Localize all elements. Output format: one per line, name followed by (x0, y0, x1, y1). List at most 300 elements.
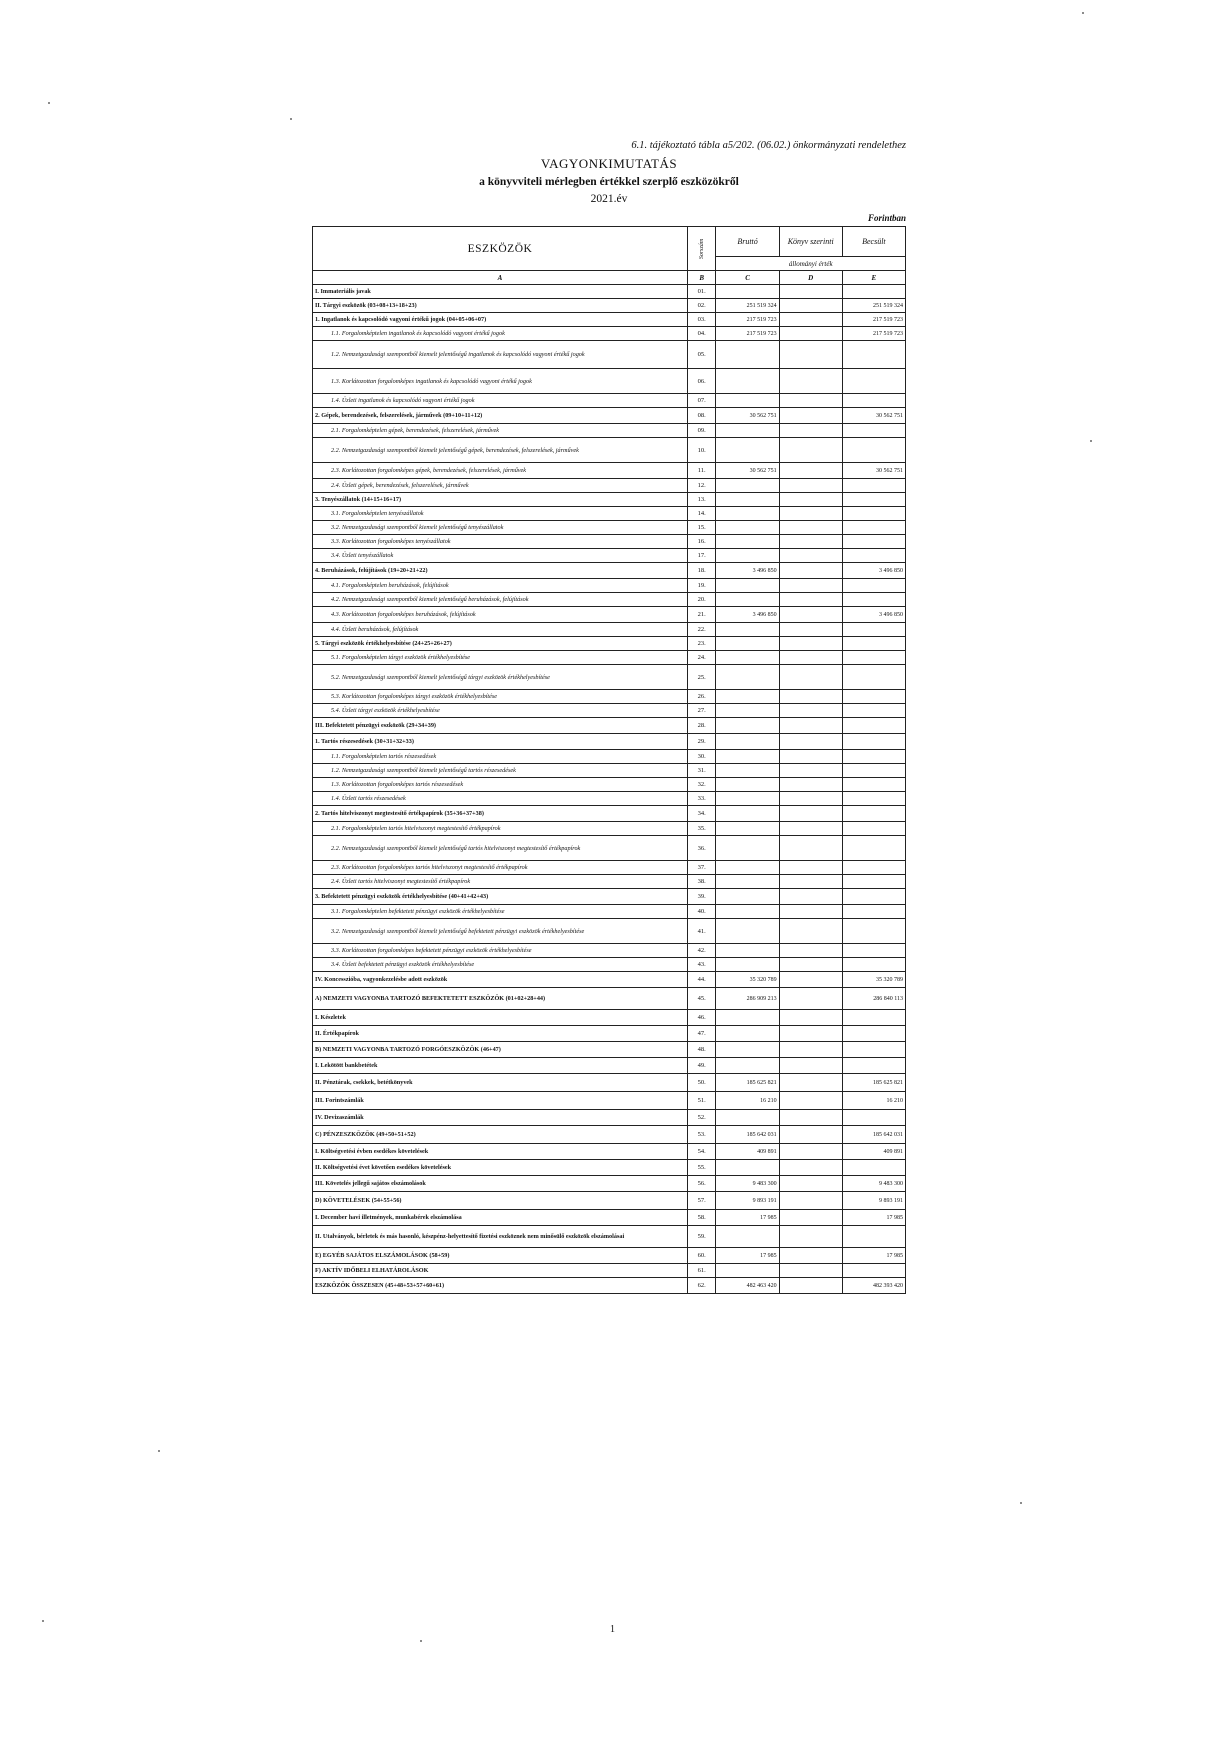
row-gross (716, 593, 779, 607)
row-gross (716, 944, 779, 958)
row-name: F) AKTÍV IDŐBELI ELHATÁROLÁSOK (313, 1264, 688, 1278)
row-gross: 3 496 850 (716, 607, 779, 623)
row-book (779, 479, 842, 493)
row-name: II. Utalványok, bérletek és más hasonló, készpénz-helyettesítő fizetési eszköznek nem minősülő eszközök elszámolásai (313, 1226, 688, 1248)
row-book (779, 764, 842, 778)
row-book (779, 549, 842, 563)
row-gross (716, 836, 779, 861)
row-number: 33. (687, 792, 716, 806)
row-book (779, 1176, 842, 1192)
page-title: VAGYONKIMUTATÁS (540, 156, 678, 171)
table-row (313, 972, 906, 988)
row-gross (716, 919, 779, 944)
row-book (779, 1160, 842, 1176)
table-row (313, 944, 906, 958)
row-gross: 17 985 (716, 1210, 779, 1226)
row-estimated (842, 369, 905, 394)
row-name: 2.1. Forgalomképtelen tartós hitelviszonyt megtestesítő értékpapírok (313, 822, 688, 836)
row-name: 2.3. Korlátozottan forgalomképes gépek, berendezések, felszerelések, járművek (313, 463, 688, 479)
row-gross (716, 549, 779, 563)
row-estimated: 3 496 850 (842, 607, 905, 623)
table-row (313, 593, 906, 607)
row-gross (716, 341, 779, 369)
table-row (313, 313, 906, 327)
row-book (779, 438, 842, 463)
row-book (779, 750, 842, 764)
row-book (779, 690, 842, 704)
header-estimated: Becsült (842, 227, 905, 257)
row-estimated (842, 944, 905, 958)
table-row (313, 875, 906, 889)
row-number: 32. (687, 778, 716, 792)
table-row (313, 507, 906, 521)
table-row (313, 408, 906, 424)
row-gross (716, 493, 779, 507)
row-number: 43. (687, 958, 716, 972)
row-number: 22. (687, 623, 716, 637)
row-gross (716, 861, 779, 875)
row-number: 03. (687, 313, 716, 327)
row-book (779, 734, 842, 750)
row-gross (716, 1226, 779, 1248)
row-number: 13. (687, 493, 716, 507)
row-gross (716, 369, 779, 394)
row-book (779, 493, 842, 507)
table-row (313, 919, 906, 944)
row-estimated (842, 535, 905, 549)
row-estimated (842, 861, 905, 875)
row-name: II. Pénztárak, csekkek, betétkönyvek (313, 1074, 688, 1092)
table-row (313, 1160, 906, 1176)
table-row (313, 1058, 906, 1074)
row-name: IV. Devizaszámlák (313, 1110, 688, 1126)
table-row (313, 463, 906, 479)
row-number: 42. (687, 944, 716, 958)
row-book (779, 1010, 842, 1026)
row-number: 39. (687, 889, 716, 905)
table-row (313, 792, 906, 806)
row-name: 3.2. Nemzetgazdasági szempontból kiemelt jelentőségű befektetett pénzügyi eszközök értékhelyesbítése (313, 919, 688, 944)
row-name: A) NEMZETI VAGYONBA TARTOZÓ BEFEKTETETT ESZKÖZÖK (01+02+28+44) (313, 988, 688, 1010)
row-estimated (842, 665, 905, 690)
row-number: 45. (687, 988, 716, 1010)
row-estimated: 30 562 751 (842, 463, 905, 479)
row-name: 3.3. Korlátozottan forgalomképes tenyészállatok (313, 535, 688, 549)
row-gross (716, 764, 779, 778)
row-book (779, 1278, 842, 1294)
row-estimated: 17 985 (842, 1210, 905, 1226)
row-book (779, 637, 842, 651)
row-number: 14. (687, 507, 716, 521)
row-estimated (842, 1026, 905, 1042)
row-book (779, 607, 842, 623)
row-estimated (842, 438, 905, 463)
row-estimated (842, 479, 905, 493)
row-number: 30. (687, 750, 716, 764)
row-gross: 286 909 213 (716, 988, 779, 1010)
row-gross (716, 958, 779, 972)
row-name: 3.4. Üzleti tenyészállatok (313, 549, 688, 563)
row-estimated (842, 507, 905, 521)
row-book (779, 972, 842, 988)
row-book (779, 593, 842, 607)
header-letter-a: A (313, 271, 688, 285)
row-book (779, 1264, 842, 1278)
row-book (779, 327, 842, 341)
row-estimated: 482 393 420 (842, 1278, 905, 1294)
row-name: 4.1. Forgalomképtelen beruházások, felújítások (313, 579, 688, 593)
row-name: 2.2. Nemzetgazdasági szempontból kiemelt jelentőségű gépek, berendezések, felszerelések, járművek (313, 438, 688, 463)
row-name: 1.4. Üzleti tartós részesedések (313, 792, 688, 806)
row-name: 5.4. Üzleti tárgyi eszközök értékhelyesbítése (313, 704, 688, 718)
row-estimated (842, 718, 905, 734)
row-estimated (842, 734, 905, 750)
row-book (779, 1192, 842, 1210)
row-gross (716, 750, 779, 764)
header-assets: ESZKÖZÖK (313, 227, 688, 271)
row-estimated (842, 792, 905, 806)
header-row-no-label: Sorszám (698, 238, 705, 259)
asset-table (312, 226, 906, 1294)
row-book (779, 563, 842, 579)
row-name: 4.4. Üzleti beruházások, felújítások (313, 623, 688, 637)
row-name: 2.4. Üzleti tartós hitelviszonyt megtestesítő értékpapírok (313, 875, 688, 889)
row-name: 4.3. Korlátozottan forgalomképes beruházások, felújítások (313, 607, 688, 623)
row-gross (716, 889, 779, 905)
row-estimated: 3 496 850 (842, 563, 905, 579)
row-name: 5.3. Korlátozottan forgalomképes tárgyi eszközök értékhelyesbítése (313, 690, 688, 704)
row-number: 49. (687, 1058, 716, 1074)
row-gross (716, 704, 779, 718)
table-row (313, 1248, 906, 1264)
row-number: 06. (687, 369, 716, 394)
row-estimated (842, 778, 905, 792)
table-row (313, 327, 906, 341)
row-gross: 30 562 751 (716, 408, 779, 424)
row-estimated (842, 1058, 905, 1074)
table-row (313, 704, 906, 718)
row-estimated: 35 320 789 (842, 972, 905, 988)
row-number: 09. (687, 424, 716, 438)
row-estimated (842, 875, 905, 889)
table-row (313, 861, 906, 875)
page-number: 1 (610, 1624, 615, 1635)
scan-speck (420, 1640, 422, 1642)
table-row (313, 285, 906, 299)
table-row (313, 479, 906, 493)
row-name: 2.1. Forgalomképtelen gépek, berendezések, felszerelések, járművek (313, 424, 688, 438)
row-book (779, 1042, 842, 1058)
table-row (313, 535, 906, 549)
row-estimated: 409 891 (842, 1144, 905, 1160)
table-row (313, 299, 906, 313)
row-number: 56. (687, 1176, 716, 1192)
table-row (313, 549, 906, 563)
row-number: 24. (687, 651, 716, 665)
table-row (313, 690, 906, 704)
row-gross (716, 1026, 779, 1042)
row-estimated (842, 593, 905, 607)
row-gross: 9 483 300 (716, 1176, 779, 1192)
row-book (779, 408, 842, 424)
row-book (779, 394, 842, 408)
table-row (313, 438, 906, 463)
row-book (779, 313, 842, 327)
unit-label: Forintban (867, 213, 906, 223)
header-letter-d: D (779, 271, 842, 285)
row-name: 3.2. Nemzetgazdasági szempontból kiemelt jelentőségű tenyészállatok (313, 521, 688, 535)
page-year: 2021.év (590, 193, 628, 205)
row-estimated (842, 822, 905, 836)
scan-speck (42, 1620, 44, 1622)
row-book (779, 579, 842, 593)
row-name: C) PÉNZESZKÖZÖK (49+50+51+52) (313, 1126, 688, 1144)
row-name: 1.1. Forgalomképtelen ingatlanok és kapcsolódó vagyoni értékű jogok (313, 327, 688, 341)
row-name: 1.3. Korlátozottan forgalomképes ingatlanok és kapcsolódó vagyoni értékű jogok (313, 369, 688, 394)
row-name: III. Befektetett pénzügyi eszközök (29+34+39) (313, 718, 688, 734)
row-gross (716, 792, 779, 806)
row-name: 3.1. Forgalomképtelen befektetett pénzügyi eszközök értékhelyesbítése (313, 905, 688, 919)
row-estimated (842, 1042, 905, 1058)
row-book (779, 718, 842, 734)
header-gross: Bruttó (716, 227, 779, 257)
row-number: 11. (687, 463, 716, 479)
row-estimated (842, 889, 905, 905)
table-row (313, 1110, 906, 1126)
table-row (313, 1210, 906, 1226)
row-gross (716, 665, 779, 690)
table-row (313, 563, 906, 579)
table-row (313, 889, 906, 905)
row-book (779, 424, 842, 438)
table-row (313, 521, 906, 535)
table-row (313, 1074, 906, 1092)
row-number: 08. (687, 408, 716, 424)
row-number: 47. (687, 1026, 716, 1042)
row-name: I. Immateriális javak (313, 285, 688, 299)
row-book (779, 1248, 842, 1264)
row-number: 44. (687, 972, 716, 988)
row-name: ESZKÖZÖK ÖSSZESEN (45+48+53+57+60+61) (313, 1278, 688, 1294)
header-row-no (687, 227, 716, 271)
row-number: 25. (687, 665, 716, 690)
row-estimated (842, 958, 905, 972)
row-name: D) KÖVETELÉSEK (54+55+56) (313, 1192, 688, 1210)
row-name: 5.1. Forgalomképtelen tárgyi eszközök értékhelyesbítése (313, 651, 688, 665)
row-gross (716, 438, 779, 463)
header-state-value: állományi érték (716, 257, 906, 271)
page-subtitle: a könyvviteli mérlegben értékkel szerplő eszközökről (479, 176, 739, 188)
row-gross: 409 891 (716, 1144, 779, 1160)
row-book (779, 369, 842, 394)
row-estimated (842, 341, 905, 369)
row-book (779, 778, 842, 792)
scan-speck (1082, 12, 1084, 14)
table-row (313, 718, 906, 734)
row-gross (716, 1110, 779, 1126)
header-letter-b: B (687, 271, 716, 285)
row-book (779, 1058, 842, 1074)
row-number: 35. (687, 822, 716, 836)
row-number: 31. (687, 764, 716, 778)
scan-speck (290, 118, 292, 120)
table-row (313, 1144, 906, 1160)
row-gross (716, 535, 779, 549)
row-name: 4. Beruházások, felújítások (19+20+21+22) (313, 563, 688, 579)
row-gross: 217 519 723 (716, 327, 779, 341)
row-name: 2.4. Üzleti gépek, berendezések, felszerelések, járművek (313, 479, 688, 493)
row-book (779, 905, 842, 919)
table-row (313, 1226, 906, 1248)
row-gross (716, 424, 779, 438)
table-row (313, 764, 906, 778)
row-estimated: 286 840 113 (842, 988, 905, 1010)
row-name: 1.1. Forgalomképtelen tartós részesedések (313, 750, 688, 764)
row-number: 02. (687, 299, 716, 313)
row-number: 48. (687, 1042, 716, 1058)
header-letter-c: C (716, 271, 779, 285)
row-book (779, 792, 842, 806)
table-row (313, 637, 906, 651)
row-name: II. Értékpapírok (313, 1026, 688, 1042)
row-estimated (842, 521, 905, 535)
row-book (779, 1074, 842, 1092)
row-estimated: 9 893 191 (842, 1192, 905, 1210)
row-gross: 35 320 789 (716, 972, 779, 988)
row-estimated: 185 642 031 (842, 1126, 905, 1144)
row-name: 5. Tárgyi eszközök értékhelyesbítése (24+25+26+27) (313, 637, 688, 651)
row-number: 46. (687, 1010, 716, 1026)
table-row (313, 1192, 906, 1210)
row-estimated: 30 562 751 (842, 408, 905, 424)
row-gross: 3 496 850 (716, 563, 779, 579)
row-name: 1.2. Nemzetgazdasági szempontból kiemelt jelentőségű ingatlanok és kapcsolódó vagyoni értékű jogok (313, 341, 688, 369)
scan-speck (48, 102, 50, 104)
row-name: 1.3. Korlátozottan forgalomképes tartós részesedések (313, 778, 688, 792)
row-name: III. Forintszámlák (313, 1092, 688, 1110)
row-name: 5.2. Nemzetgazdasági szempontból kiemelt jelentőségű tárgyi eszközök értékhelyesbítése (313, 665, 688, 690)
row-book (779, 875, 842, 889)
row-book (779, 285, 842, 299)
row-gross: 185 625 821 (716, 1074, 779, 1092)
row-name: II. Költségvetési évet követően esedékes követelések (313, 1160, 688, 1176)
row-gross (716, 651, 779, 665)
scan-speck (1090, 440, 1092, 442)
scan-speck (158, 1450, 160, 1452)
row-estimated (842, 1110, 905, 1126)
table-row (313, 1278, 906, 1294)
row-book (779, 1226, 842, 1248)
row-name: 1. Tartós részesedések (30+31+32+33) (313, 734, 688, 750)
row-number: 28. (687, 718, 716, 734)
row-book (779, 1210, 842, 1226)
row-number: 54. (687, 1144, 716, 1160)
table-row (313, 665, 906, 690)
row-book (779, 651, 842, 665)
row-number: 52. (687, 1110, 716, 1126)
row-estimated (842, 750, 905, 764)
row-name: 2.2. Nemzetgazdasági szempontból kiemelt jelentőségű tartós hitelviszonyt megtestesítő értékpapírok (313, 836, 688, 861)
row-number: 10. (687, 438, 716, 463)
table-row (313, 1026, 906, 1042)
row-estimated (842, 905, 905, 919)
row-number: 20. (687, 593, 716, 607)
row-gross: 30 562 751 (716, 463, 779, 479)
table-body (313, 285, 906, 1294)
row-estimated (842, 623, 905, 637)
row-number: 34. (687, 806, 716, 822)
header-letter-e: E (842, 271, 905, 285)
table-row (313, 958, 906, 972)
row-number: 36. (687, 836, 716, 861)
row-estimated (842, 424, 905, 438)
row-number: 16. (687, 535, 716, 549)
row-gross (716, 690, 779, 704)
table-row (313, 822, 906, 836)
table-row (313, 369, 906, 394)
row-number: 59. (687, 1226, 716, 1248)
row-gross (716, 394, 779, 408)
row-number: 07. (687, 394, 716, 408)
row-gross (716, 1160, 779, 1176)
row-number: 40. (687, 905, 716, 919)
row-book (779, 299, 842, 313)
row-gross (716, 637, 779, 651)
row-gross: 16 210 (716, 1092, 779, 1110)
row-estimated (842, 806, 905, 822)
row-number: 57. (687, 1192, 716, 1210)
row-gross (716, 479, 779, 493)
row-name: 3. Tenyészállatok (14+15+16+17) (313, 493, 688, 507)
row-gross (716, 521, 779, 535)
row-number: 51. (687, 1092, 716, 1110)
row-gross (716, 1010, 779, 1026)
table-row (313, 341, 906, 369)
row-gross (716, 875, 779, 889)
row-book (779, 861, 842, 875)
table-row (313, 579, 906, 593)
row-number: 55. (687, 1160, 716, 1176)
row-number: 60. (687, 1248, 716, 1264)
row-book (779, 1144, 842, 1160)
row-estimated (842, 637, 905, 651)
scan-speck (1020, 1502, 1022, 1504)
row-book (779, 919, 842, 944)
row-estimated (842, 836, 905, 861)
row-gross (716, 285, 779, 299)
row-gross (716, 905, 779, 919)
row-name: I. Lekötött bankbetétek (313, 1058, 688, 1074)
row-number: 23. (687, 637, 716, 651)
row-book (779, 463, 842, 479)
row-number: 01. (687, 285, 716, 299)
table-row (313, 778, 906, 792)
row-book (779, 836, 842, 861)
row-name: E) EGYÉB SAJÁTOS ELSZÁMOLÁSOK (58+59) (313, 1248, 688, 1264)
table-row (313, 905, 906, 919)
row-estimated: 9 483 300 (842, 1176, 905, 1192)
table-row (313, 394, 906, 408)
row-estimated (842, 1226, 905, 1248)
row-gross (716, 579, 779, 593)
row-number: 62. (687, 1278, 716, 1294)
table-row (313, 988, 906, 1010)
row-gross: 217 519 723 (716, 313, 779, 327)
header-book: Könyv szerinti (779, 227, 842, 257)
row-estimated: 217 519 723 (842, 327, 905, 341)
row-number: 37. (687, 861, 716, 875)
row-estimated (842, 1010, 905, 1026)
